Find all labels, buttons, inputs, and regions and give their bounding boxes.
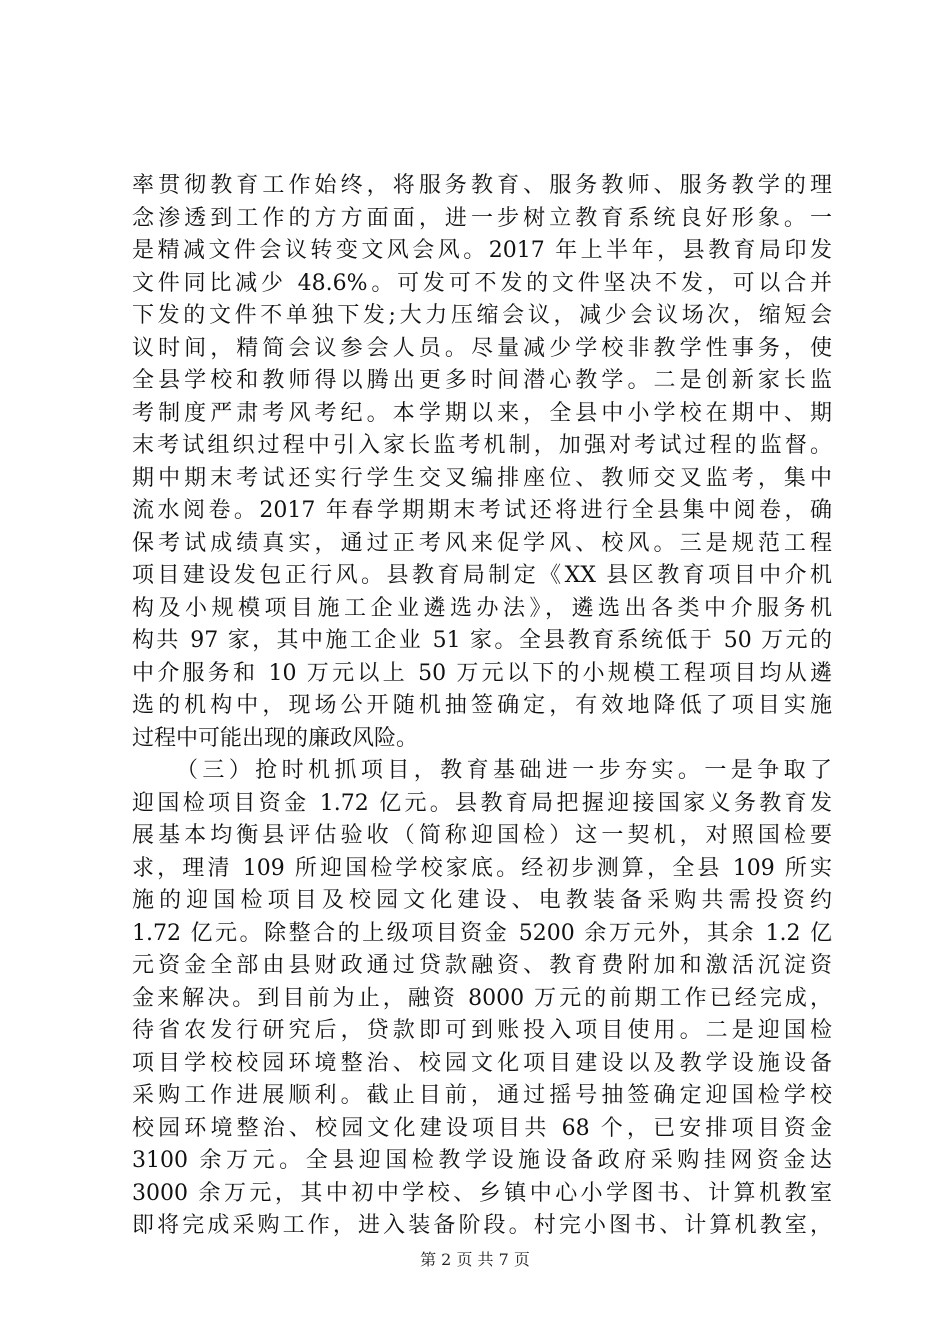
text-line: 构共 97 家，其中施工企业 51 家。全县教育系统低于 50 万元的: [132, 628, 832, 653]
text-line: 3100 余万元。全县迎国检教学设施设备政府采购挂网资金达: [132, 1148, 832, 1173]
text-line: 文件同比减少 48.6%。可发可不发的文件坚决不发，可以合并: [132, 270, 832, 296]
text-line: 期中期末考试还实行学生交叉编排座位、教师交叉监考，集中: [132, 465, 832, 491]
text-line: 保考试成绩真实，通过正考风来促学风、校风。三是规范工程: [132, 530, 832, 556]
text-line: 3000 余万元，其中初中学校、乡镇中心小学图书、计算机教室: [132, 1180, 832, 1206]
text-line: 迎国检项目资金 1.72 亿元。县教育局把握迎接国家义务教育发: [132, 790, 832, 816]
text-line: 过程中可能出现的廉政风险。: [132, 725, 419, 751]
text-line: 求，理清 109 所迎国检学校家底。经初步测算，全县 109 所实: [132, 855, 832, 881]
text-line: 待省农发行研究后，贷款即可到账投入项目使用。二是迎国检: [132, 1018, 832, 1043]
text-line: 施的迎国检项目及校园文化建设、电教装备采购共需投资约: [132, 888, 832, 913]
text-line: 校园环境整治、校园文化建设项目共 68 个，已安排项目资金: [132, 1115, 832, 1141]
text-line: 展基本均衡县评估验收（简称迎国检）这一契机，对照国检要: [132, 823, 832, 848]
text-line: 项目建设发包正行风。县教育局制定《XX 县区教育项目中介机: [132, 563, 832, 588]
text-line: 构及小规模项目施工企业遴选办法》，遴选出各类中介服务机: [132, 595, 832, 621]
text-line: 考制度严肃考风考纪。本学期以来，全县中小学校在期中、期: [132, 400, 832, 426]
text-line: 念渗透到工作的方方面面，进一步树立教育系统良好形象。一: [132, 205, 832, 231]
body-text: [132, 170, 832, 1243]
text-line: 下发的文件不单独下发;大力压缩会议，减少会议场次，缩短会: [132, 303, 832, 328]
text-line: 率贯彻教育工作始终，将服务教育、服务教师、服务教学的理: [132, 173, 832, 198]
text-line: 金来解决。到目前为止，融资 8000 万元的前期工作已经完成，: [132, 985, 832, 1011]
text-line: 项目学校校园环境整治、校园文化项目建设以及教学设施设备: [132, 1050, 832, 1076]
text-line: 是精减文件会议转变文风会风。2017 年上半年，县教育局印发: [132, 238, 832, 263]
section-heading-line: （三）抢时机抓项目，教育基础进一步夯实。一是争取了: [176, 758, 832, 783]
text-line: 采购工作进展顺利。截止目前，通过摇号抽签确定迎国检学校: [132, 1083, 832, 1108]
text-line: 全县学校和教师得以腾出更多时间潜心教学。二是创新家长监: [132, 368, 832, 393]
page-footer: 第 2 页 共 7 页: [420, 1250, 530, 1269]
text-line: 元资金全部由县财政通过贷款融资、教育费附加和激活沉淀资: [132, 953, 832, 978]
text-line: 末考试组织过程中引入家长监考机制，加强对考试过程的监督。: [132, 433, 832, 458]
text-line: 即将完成采购工作，进入装备阶段。村完小图书、计算机教室，: [132, 1213, 832, 1238]
text-line: 1.72 亿元。除整合的上级项目资金 5200 余万元外，其余 1.2 亿: [132, 920, 832, 946]
text-line: 议时间，精简会议参会人员。尽量减少学校非教学性事务，使: [132, 335, 832, 361]
text-line: 流水阅卷。2017 年春学期期末考试还将进行全县集中阅卷，确: [132, 498, 832, 523]
text-line: 选的机构中，现场公开随机抽签确定，有效地降低了项目实施: [132, 693, 832, 718]
text-line: 中介服务和 10 万元以上 50 万元以下的小规模工程项目均从遴: [132, 660, 832, 686]
